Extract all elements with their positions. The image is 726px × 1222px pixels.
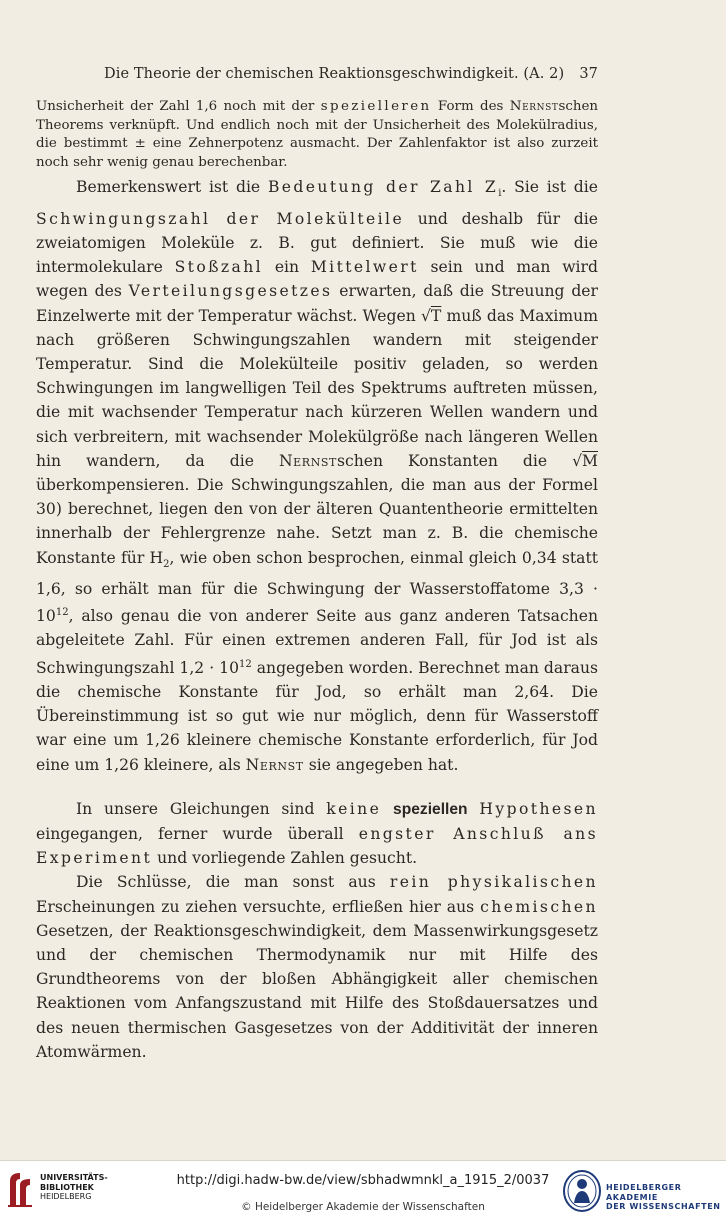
paragraph-gap bbox=[36, 777, 598, 797]
sqrt-t: √T bbox=[420, 306, 442, 325]
copyright-notice: © Heidelberger Akademie der Wissenschaften bbox=[241, 1201, 485, 1213]
sqrt-m: √M bbox=[572, 451, 598, 470]
academy-seal-icon bbox=[562, 1169, 602, 1213]
paragraph-schwingungszahl: Bemerkenswert ist die Bedeutung der Zahl $Z_i$. Sie ist die Schwingungszahl der Molekülteile und deshalb für die zweiatomigen Moleküle z. B. gut definiert. Sie muß wie die intermolekulare Stoßzahl ein Mittelwert sein und man wird wegen des Verteilungsgesetzes erwarten, daß die Streuung der Einzelwerte mit der Temperatur wächst. Wegen √T muß das Maximum nach größeren Schwingungszahlen wandern mit steigender Temperatur. Sind die Molekülteile positiv geladen, so werden Schwingungen im langwelligen Teil des Spektrums auftreten müssen, die mit wachsender Temperatur nach kürzeren Wellen wandern und sich verbreitern, mit wachsender Molekülgröße nach längeren Wellen hin wandern, da die Nernstschen Konstanten die √M überkompensieren. Die Schwingungszahlen, die man aus der Formel 30) berechnet, liegen den von der älteren Quantentheorie ermittelten innerhalb der Fehlergrenze nahe. Setzt man z. B. die chemische Konstante für $H_2$, wie oben schon besprochen, einmal gleich 0,34 statt 1,6, so erhält man für die Schwingung der Wasserstoffatome $3,3 \cdot 10^{12}$, also genau die von anderer Seite aus ganz anderen Tatsachen abgeleitete Zahl. Für einen extremen anderen Fall, für Jod ist als Schwingungszahl $1,2 \cdot 10^{12}$ angegeben worden. Berechnet man daraus die chemische Konstante für Jod, so erhält man 2,64. Die Übereinstimmung ist so gut wie nur möglich, denn für Wasserstoff war eine um 1,26 kleinere chemische Konstante erforderlich, für Jod eine um 1,26 kleinere, als Nernst sie angegeben hat. bbox=[36, 178, 599, 774]
university-library-name: UNIVERSITÄTS- BIBLIOTHEK HEIDELBERG bbox=[40, 1173, 108, 1201]
digitization-footer bbox=[0, 1160, 726, 1222]
academy-name: HEIDELBERGER AKADEMIE DER WISSENSCHAFTEN bbox=[606, 1183, 721, 1211]
page-number: 37 bbox=[579, 66, 598, 82]
paragraph-schluesse: Die Schlüsse, die man sonst aus rein physikalischen Erscheinungen zu ziehen versuchte, erfließen hier aus chemischen Gesetzen, der Reaktionsgeschwindigkeit, dem Massenwirkungsgesetz und der chemischen Thermodynamik nur mit Hilfe des Grundtheorems von der bloßen Abhängigkeit aller chemischen Reaktionen vom Anfangszustand mit Hilfe des Stoßdauersatzes und des neuen thermischen Gasgesetzes von der Additivität der inneren Atomwärmen. bbox=[36, 873, 598, 1061]
running-title: Die Theorie der chemischen Reaktionsgeschwindigkeit. (A. 2) bbox=[104, 66, 565, 82]
permalink[interactable]: http://digi.hadw-bw.de/view/sbhadwmnkl_a_1915_2/0037 bbox=[176, 1173, 550, 1188]
paragraph-hypothesen: In unsere Gleichungen sind keine speziellen Hypothesen eingegangen, ferner wurde überall engster Anschluß ans Experiment und vorliegende Zahlen gesucht. bbox=[36, 799, 598, 868]
page-body bbox=[36, 98, 598, 1064]
intro-paragraph: Unsicherheit der Zahl 1,6 noch mit der spezielleren Form des Nernstschen Theorems verknüpft. Und endlich noch mit der Unsicherheit des Molekülradius, die bestimmt ± eine Zehnerpotenz ausmacht. Der Zahlenfaktor ist also zurzeit noch sehr wenig genau berechenbar. bbox=[36, 99, 599, 170]
